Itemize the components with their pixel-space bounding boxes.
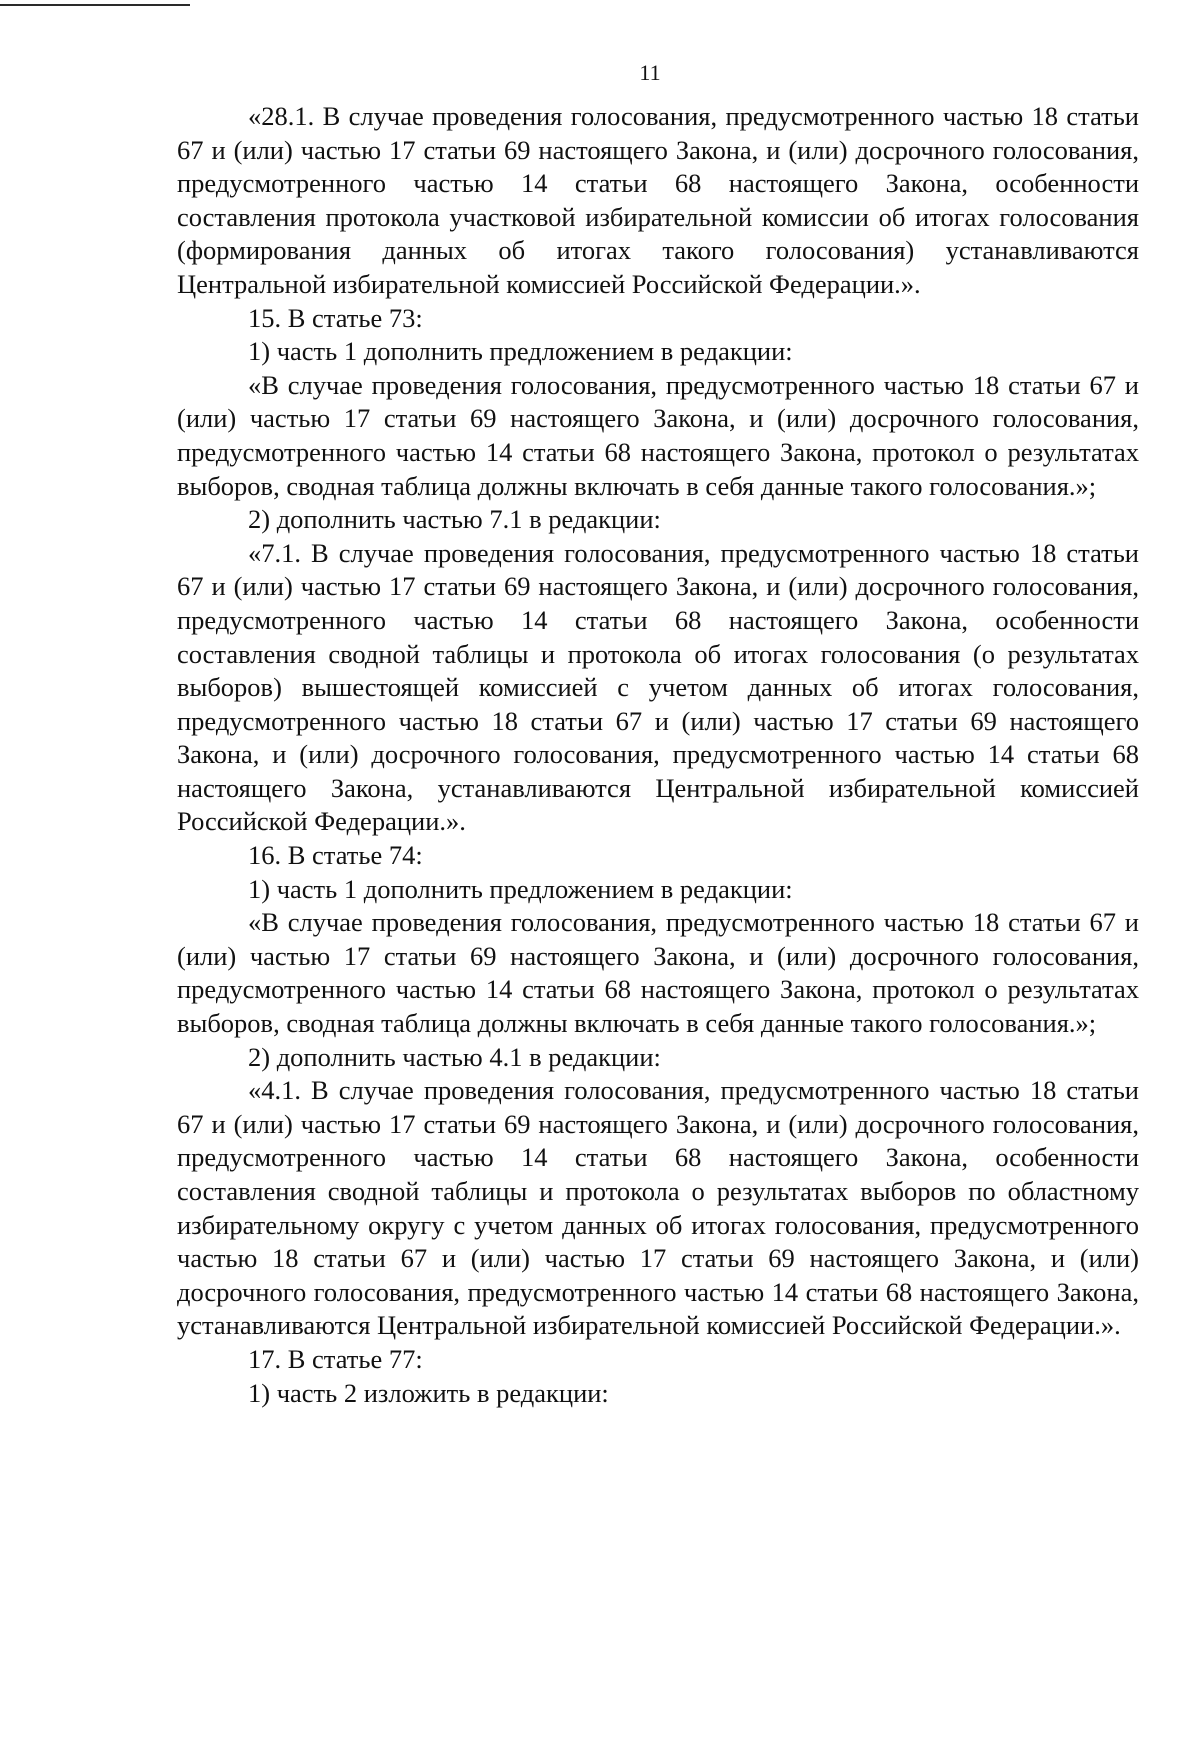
paragraph-item-16: 16. В статье 74: xyxy=(248,840,423,871)
paragraph-quote-74-1: «В случае проведения голосования, предусмотренного частью 18 статьи 67 и (или) частью 17 статьи 69 настоящего Закона, и (или) досрочного голосования, предусмотренного частью 14 статьи 68 настоящего Закона, протокол о результатах выборов, сводная таблица должны включать в себя данные такого голосования.»; xyxy=(177,907,1139,1039)
paragraph-4-1: «4.1. В случае проведения голосования, предусмотренного частью 18 статьи 67 и (или) частью 17 статьи 69 настоящего Закона, и (или) досрочного голосования, предусмотренного частью 14 статьи 68 настоящего Закона, особенности составления сводной таблицы и протокола о результатах выборов по областному избирательному округу с учетом данных об итогах голосования, предусмотренного частью 18 статьи 67 и (или) частью 17 статьи 69 настоящего Закона, и (или) досрочного голосования, предусмотренного частью 14 статьи 68 настоящего Закона, устанавливаются Центральной избирательной комиссией Российской Федерации.». xyxy=(177,1075,1139,1341)
paragraph-item-17: 17. В статье 77: xyxy=(248,1343,423,1374)
document-body xyxy=(177,100,1139,1410)
paragraph-subitem-15-1: 1) часть 1 дополнить предложением в редакции: xyxy=(248,336,793,367)
paragraph-subitem-15-2: 2) дополнить частью 7.1 в редакции: xyxy=(248,504,661,535)
paragraph-28-1: «28.1. В случае проведения голосования, предусмотренного частью 18 статьи 67 и (или) частью 17 статьи 69 настоящего Закона, и (или) досрочного голосования, предусмотренного частью 14 статьи 68 настоящего Закона, особенности составления протокола участковой избирательной комиссии об итогах голосования (формирования данных об итогах такого голосования) устанавливаются Центральной избирательной комиссией Российской Федерации.». xyxy=(177,101,1139,299)
scan-edge-mark xyxy=(0,4,190,6)
paragraph-quote-73-1: «В случае проведения голосования, предусмотренного частью 18 статьи 67 и (или) частью 17 статьи 69 настоящего Закона, и (или) досрочного голосования, предусмотренного частью 14 статьи 68 настоящего Закона, протокол о результатах выборов, сводная таблица должны включать в себя данные такого голосования.»; xyxy=(177,369,1139,501)
paragraph-subitem-17-1: 1) часть 2 изложить в редакции: xyxy=(248,1377,609,1408)
paragraph-7-1: «7.1. В случае проведения голосования, предусмотренного частью 18 статьи 67 и (или) частью 17 статьи 69 настоящего Закона, и (или) досрочного голосования, предусмотренного частью 14 статьи 68 настоящего Закона, особенности составления сводной таблицы и протокола об итогах голосования (о результатах выборов) вышестоящей комиссией с учетом данных об итогах голосования, предусмотренного частью 18 статьи 67 и (или) частью 17 статьи 69 настоящего Закона, и (или) досрочного голосования, предусмотренного частью 14 статьи 68 настоящего Закона, устанавливаются Центральной избирательной комиссией Российской Федерации.». xyxy=(177,537,1139,837)
paragraph-subitem-16-2: 2) дополнить частью 4.1 в редакции: xyxy=(248,1041,661,1072)
paragraph-subitem-16-1: 1) часть 1 дополнить предложением в редакции: xyxy=(248,873,793,904)
page-number: 11 xyxy=(639,60,661,85)
paragraph-item-15: 15. В статье 73: xyxy=(248,302,423,333)
